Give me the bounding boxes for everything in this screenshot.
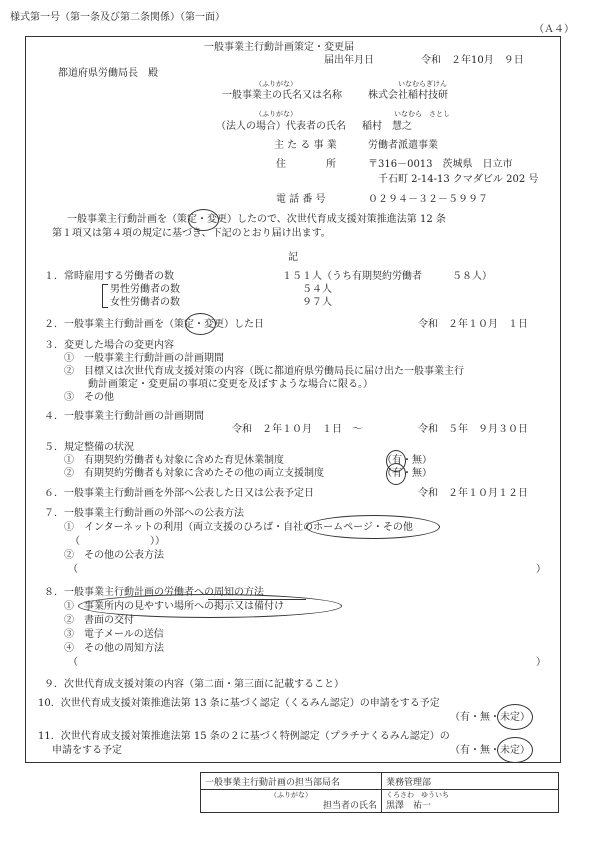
date-label: 届出年月日 (324, 55, 374, 66)
change-option-1: ① 一般事業主行動計画の計画期間 (64, 353, 224, 364)
furigana-label-rep: （ふりがな） (255, 110, 297, 118)
person-cell-value (382, 790, 559, 813)
item4-label: ４．一般事業主行動計画の計画期間 (44, 411, 204, 422)
dept-name: 業務管理部 (382, 773, 559, 790)
phone-number: ０２９４－３２－５９９７ (368, 194, 488, 205)
selection-circle-yes-2 (386, 463, 406, 485)
item2-label: ２．一般事業主行動計画を（策定・変更）した日 (44, 319, 264, 330)
regulation-2: ② 有期契約労働者も対象に含めたその他の両立支援制度 (64, 468, 324, 479)
notice-method-4: ④ その他の周知方法 (64, 643, 164, 654)
notice-other-open-paren: （ (68, 657, 78, 668)
person-label: 担当者の氏名 (322, 801, 377, 811)
phone-label: 電 話 番 号 (276, 194, 326, 205)
notice-method-3: ③ 電子メールの送信 (64, 629, 164, 640)
selection-circle-homepage (306, 515, 440, 539)
publish-other-open-paren: （ (68, 564, 78, 575)
rep-label: （法人の場合）代表者の氏名 (216, 121, 346, 132)
form-number: 様式第一号（第一条及び第二条関係）（第一面） (10, 12, 225, 23)
item8-label: ８．一般事業主行動計画の労働者への周知の方法 (44, 587, 264, 598)
total-workers: １５１人（うち有期契約労働者 ５８人） (282, 271, 492, 282)
plan-period-from: 令和 ２年１０月 １日 ～ (232, 424, 362, 435)
notice-method-2: ② 書面の交付 (64, 615, 134, 626)
address-line-1: 〒316－0013 茨城県 日立市 (368, 159, 513, 170)
selection-circle-undecided-2 (497, 737, 533, 763)
rep-name: 稲村 慧之 (362, 121, 412, 132)
company-name-label: 一般事業主の氏名又は名称 (222, 90, 342, 101)
item7-label: ７．一般事業主行動計画の外部への公表方法 (44, 508, 244, 519)
change-option-2a: ② 目標又は次世代育成支援対策の内容（既に都道府県労働局長に届け出た一般事業主行 (64, 366, 464, 377)
dept-label: 一般事業主行動計画の担当部局名 (201, 773, 382, 790)
bracket-male-female (102, 284, 108, 308)
main-business: 労働者派遣事業 (368, 140, 438, 151)
paper-size: （Ａ４） (534, 24, 574, 35)
address-label: 住 所 (276, 159, 336, 170)
ki-heading: 記 (288, 252, 298, 263)
item11-label-1: 11．次世代育成支援対策推進法第 15 条の２に基づく特例認定（プラチナくるみん認定）の (38, 731, 450, 742)
intro-line-1: 一般事業主行動計画を（策定・変更）したので、次世代育成支援対策推進法第 12 条 (67, 214, 446, 225)
item10-choice: （有・無・未定） (450, 712, 530, 723)
intro-line-2: 第１項又は第４項の規定に基づき、下記のとおり届け出ます。 (52, 228, 331, 239)
address-line-2: 千石町 2-14-13 クマダビル 202 号 (378, 174, 539, 185)
business-label: 主 た る 事 業 (274, 140, 337, 151)
addressee: 都道府県労働局長 殿 (58, 68, 158, 79)
male-label: 男性労働者の数 (110, 284, 180, 295)
notice-other-close-paren: ） (536, 657, 546, 668)
item9-label: ９．次世代育成支援対策の内容（第二面・第三面に記載すること） (44, 679, 344, 690)
submission-date: 令和 ２年10月 ９日 (421, 55, 524, 66)
furigana-label: （ふりがな） (255, 80, 297, 88)
contact-table (200, 772, 559, 813)
person-name: 黒澤 祐一 (386, 801, 432, 811)
female-label: 女性労働者の数 (110, 297, 180, 308)
furigana-label-footer: （ふりがな） (270, 791, 312, 799)
selection-circle-undecided-1 (497, 704, 533, 730)
selection-circle-sakutei-2 (185, 313, 216, 335)
company-name-furigana: いなむらぎけん (398, 80, 447, 88)
person-furigana: くろさわ ゆういち (386, 791, 449, 799)
item11-choice: （有・無・未定） (450, 745, 530, 756)
publish-method-other: ② その他の公表方法 (64, 550, 164, 561)
rep-name-furigana: いなむら さとし (394, 110, 450, 118)
publish-method-other-paren: （ ）） (70, 536, 165, 547)
company-name: 株式会社稲村技研 (368, 90, 448, 101)
item1-label: １．常時雇用する労働者の数 (44, 271, 174, 282)
female-count: ９７人 (302, 297, 332, 308)
publish-method-internet: ① インターネットの利用（両立支援のひろば・自社のホームページ・その他 (64, 522, 413, 533)
regulation-1-choice: （有・無） (382, 455, 432, 466)
change-option-2b: 動計画策定・変更届の事項に変更を及ぼすような場合に限る。） (88, 379, 373, 390)
plan-period-to: 令和 ５年 ９月３０日 (418, 424, 528, 435)
publish-other-close-paren: ） (536, 564, 546, 575)
item10-label: 10．次世代育成支援対策推進法第 13 条に基づく認定（くるみん認定）の申請をする予定 (38, 698, 440, 709)
regulation-2-choice: （有・無） (382, 468, 432, 479)
form-title: 一般事業主行動計画策定・変更届 (204, 42, 354, 53)
item3-label: ３．変更した場合の変更内容 (44, 340, 174, 351)
item5-label: ５．規定整備の状況 (44, 442, 134, 453)
item6-label: ６．一般事業主行動計画を外部へ公表した日又は公表予定日 (44, 488, 314, 499)
change-option-3: ③ その他 (64, 392, 114, 403)
publication-date: 令和 ２年１０月１２日 (418, 488, 528, 499)
regulation-1: ① 有期契約労働者も対象に含めた育児休業制度 (64, 455, 284, 466)
item11-label-2: 申請をする予定 (52, 745, 122, 756)
notice-method-1: ① 事業所内の見やすい場所への掲示又は備付け (64, 601, 284, 612)
person-cell-label (201, 790, 382, 813)
male-count: ５４人 (302, 284, 332, 295)
plan-date: 令和 ２年１０月 １日 (418, 319, 528, 330)
